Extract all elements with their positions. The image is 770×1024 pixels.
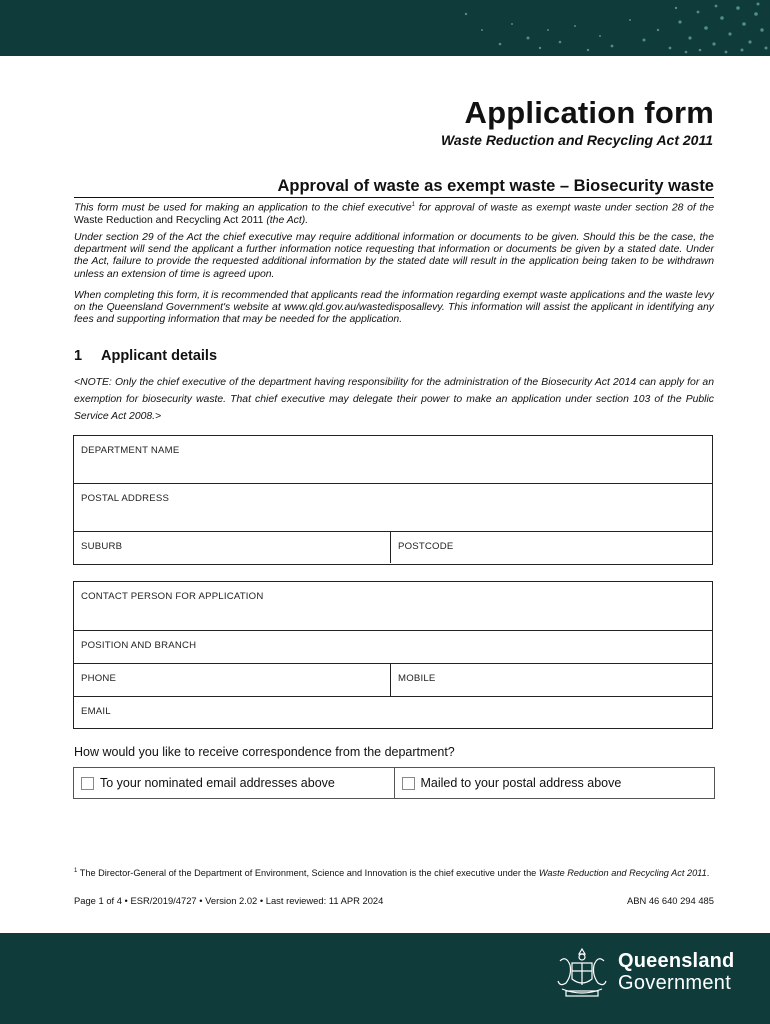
form-section-title: Approval of waste as exempt waste – Biosecurity waste xyxy=(74,177,714,198)
correspondence-question: How would you like to receive correspondence from the department? xyxy=(74,745,455,759)
phone-field[interactable]: PHONE xyxy=(81,673,117,684)
postcode-field[interactable]: POSTCODE xyxy=(390,532,712,563)
contact-details-box xyxy=(73,581,713,729)
section-heading-applicant-details: 1 Applicant details xyxy=(74,348,218,364)
email-field[interactable]: EMAIL xyxy=(81,706,111,717)
position-branch-field[interactable]: POSITION AND BRANCH xyxy=(81,640,197,651)
post-checkbox[interactable] xyxy=(402,777,415,790)
department-details-box xyxy=(73,435,713,565)
intro-paragraph-3: When completing this form, it is recommended that applicants read the information regarding exempt waste applications and the waste levy on the Queensland Government's website at www.qld.gov.au/wastedisposallevy. This information will assist the applicant in identifying any fees and supporting information that may be needed for the application. xyxy=(74,290,714,326)
postal-address-field[interactable]: POSTAL ADDRESS xyxy=(81,493,170,504)
option-email-label: To your nominated email addresses above xyxy=(100,776,335,790)
contact-person-field[interactable]: CONTACT PERSON FOR APPLICATION xyxy=(81,591,264,602)
mobile-field[interactable]: MOBILE xyxy=(390,664,712,696)
applicant-note: <NOTE: Only the chief executive of the department having responsibility for the administration of the Biosecurity Act 2014 can apply for an exemption for biosecurity waste. That chief executive may delegate their power to make an application under section 103 of the Public Service Act 2008.> xyxy=(74,377,714,422)
option-post[interactable] xyxy=(394,768,715,798)
coat-of-arms-icon xyxy=(554,945,610,999)
footnote: $^1$ The Director-General of the Department of Environment, Science and Innovation is the chief executive under the Waste Reduction and Recycling Act 2011. xyxy=(74,868,710,879)
option-post-label: Mailed to your postal address above xyxy=(420,776,622,790)
correspondence-options xyxy=(73,767,715,799)
footer-page-info: Page 1 of 4 • ESR/2019/4727 • Version 2.02 • Last reviewed: 11 APR 2024 xyxy=(74,895,384,906)
department-name-field[interactable]: DEPARTMENT NAME xyxy=(81,445,180,456)
decorative-dot-pattern xyxy=(0,0,770,56)
queensland-government-logo xyxy=(554,945,734,999)
logo-line-2: Government xyxy=(618,972,732,994)
suburb-field[interactable]: SUBURB xyxy=(81,541,123,552)
footer-abn: ABN 46 640 294 485 xyxy=(626,895,714,906)
document-subtitle: Waste Reduction and Recycling Act 2011 xyxy=(440,132,713,148)
intro-paragraph-1: This form must be used for making an application to the chief executive$^1$ for approval of waste as exempt waste under section 28 of the Waste Reduction and Recycling Act 2011 (the Act). xyxy=(74,202,714,226)
logo-line-1: Queensland xyxy=(618,950,735,972)
intro-paragraph-2: Under section 29 of the Act the chief executive may require additional information or documents to be given. Should this be the case, the department will send the applicant a further information notice requesting that information or documents be given by a stated date. Under the Act, failure to provide the requested additional information by the stated date will result in the application being taken to be withdrawn unless an extension of time is agreed upon. xyxy=(74,232,714,280)
document-title: Application form xyxy=(464,95,714,130)
option-email[interactable] xyxy=(74,768,394,798)
email-checkbox[interactable] xyxy=(81,777,94,790)
header-band xyxy=(0,0,770,56)
